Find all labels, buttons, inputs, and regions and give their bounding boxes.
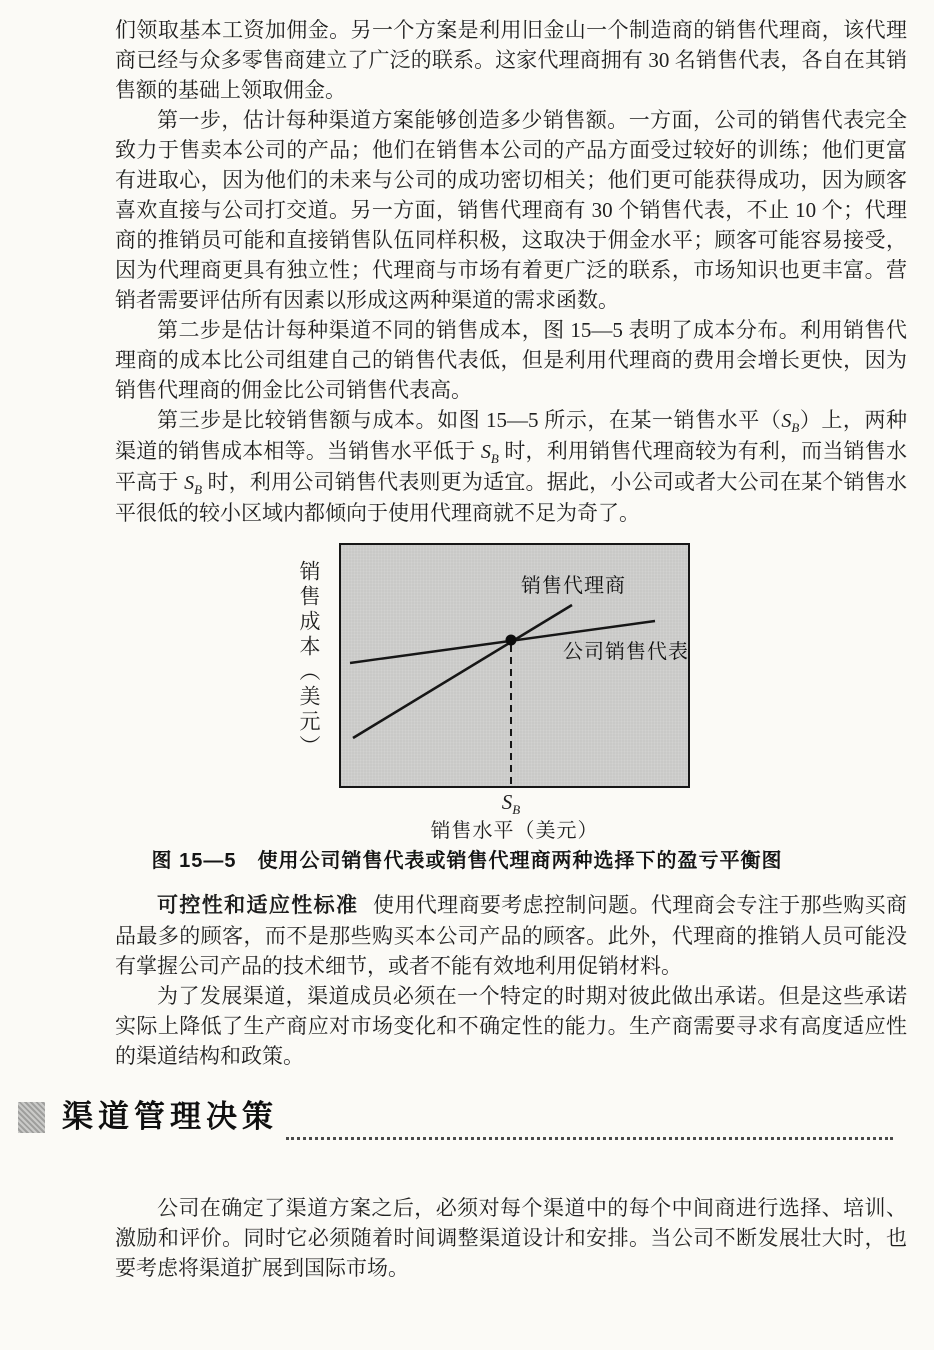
paragraph-continuation: 们领取基本工资加佣金。另一个方案是利用旧金山一个制造商的销售代理商，该代理商已经与众多零售商建立了广泛的联系。这家代理商拥有 30 名销售代表，各自在其销售额的基础上领取佣金。 [115, 18, 907, 102]
section-heading: 渠道管理决策 [62, 1099, 278, 1134]
body-text-block-bottom [115, 1193, 907, 1283]
text-run: 时，利用公司销售代表则更为适宜。据此，小公司或者大公司在某个销售水平很低的较小区域内都倾向于使用代理商就不足为奇了。 [115, 470, 908, 525]
text-run: 使用代理商要考虑控制问题。代理商会专注于那些购买商品最多的顾客，而不是那些购买本公司产品的顾客。此外，代理商的推销人员可能没有掌握公司产品的技术细节，或者不能有效地利用促销材料。 [115, 893, 907, 978]
x-axis-label: 销售水平（美元） [430, 820, 599, 842]
paragraph-step3 [115, 405, 907, 528]
figure-caption: 图 15—5 使用公司销售代表或销售代理商两种选择下的盈亏平衡图 [151, 850, 783, 872]
section-heading-row [18, 1099, 893, 1135]
paragraph-control-criteria [115, 890, 907, 981]
paragraph-channel-management: 公司在确定了渠道方案之后，必须对每个渠道中的每个中间商进行选择、培训、激励和评价。同时它必须随着时间调整渠道设计和安排。当公司不断发展壮大时，也要考虑将渠道扩展到国际市场。 [115, 1196, 907, 1280]
text-run: 时，利用销售代理商较为有利，而当销售水平高于 [115, 439, 907, 494]
paragraph-step1: 第一步，估计每种渠道方案能够创造多少销售额。一方面，公司的销售代表完全致力于售卖本公司的产品；他们在销售本公司的产品方面受过较好的训练；他们更富有进取心，因为他们的未来与公司的成功密切相关；他们更可能获得成功，因为顾客喜欢直接与公司打交道。另一方面，销售代理商有 30 个销售代表，不止 10 个；代理商的推销员可能和直接销售队伍同样积极，这取决于佣金水平；顾客可能容易接受，因为代理商更具有独立性；代理商与市场有着更广泛的联系，市场知识也更丰富。营销者需要评估所有因素以形成这两种渠道的需求函数。 [115, 108, 907, 312]
paragraph-step2: 第二步是估计每种渠道不同的销售成本，图 15—5 表明了成本分布。利用销售代理商的成本比公司组建自己的销售代表低，但是利用代理商的费用会增长更快，因为销售代理商的佣金比公司销售代表高。 [115, 318, 907, 402]
breakeven-point-dot [506, 635, 517, 646]
section-bullet-icon [18, 1102, 45, 1133]
dotted-leader-line [286, 1137, 893, 1140]
y-axis-label: 销售成本（美元） [297, 560, 321, 760]
paragraph-channel-commitment: 为了发展渠道，渠道成员必须在一个特定的时期对彼此做出承诺。但是这些承诺实际上降低了生产商应对市场变化和不确定性的能力。生产商需要寻求有高度适应性的渠道结构和政策。 [115, 984, 907, 1068]
breakeven-chart-svg [339, 543, 690, 788]
paragraph-lead-bold: 可控性和适应性标准 [157, 894, 359, 917]
series-label-agency: 销售代理商 [521, 575, 626, 597]
variable-sb: $S_B$ [781, 410, 800, 436]
breakeven-x-tick-sb: $S_B$ [501, 790, 521, 818]
variable-sb: $S_B$ [480, 441, 499, 467]
series-line-agency [353, 605, 572, 738]
chart-plot-area [339, 543, 690, 788]
plot-border [340, 544, 689, 787]
series-label-company: 公司销售代表 [563, 641, 689, 663]
text-run: ）上，两种渠道的销售成本相等。当销售水平低于 [115, 408, 907, 463]
variable-sb: $S_B$ [184, 472, 203, 498]
body-text-block-top [115, 15, 907, 528]
text-run: 第三步是比较销售额与成本。如图 15—5 所示，在某一销售水平（ [157, 408, 782, 432]
figure-15-5 [0, 543, 934, 878]
body-text-block-middle [115, 890, 907, 1071]
